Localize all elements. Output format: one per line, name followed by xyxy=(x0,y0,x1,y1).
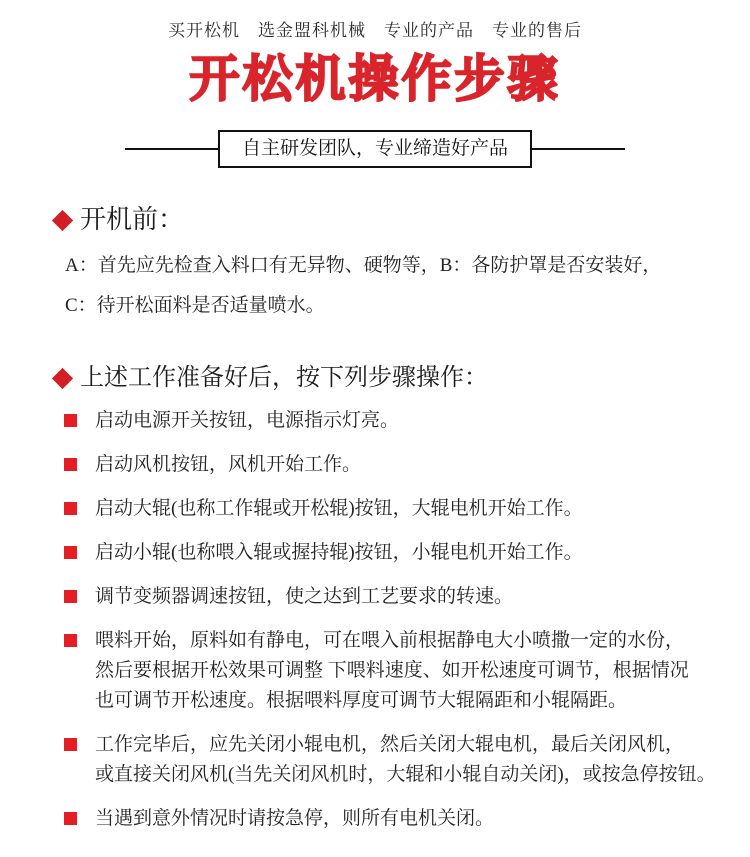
section-heading-label: 上述工作准备好后，按下列步骤操作： xyxy=(80,365,488,391)
list-item xyxy=(64,804,720,834)
square-bullet-icon xyxy=(64,590,77,603)
step-line: 喂料开始，原料如有静电，可在喂入前根据静电大小喷撒一定的水份， xyxy=(95,630,685,651)
checklist-line: A：首先应先检查入料口有无异物、硬物等，B：各防护罩是否安装好， xyxy=(65,255,662,276)
step-text xyxy=(95,582,513,612)
square-bullet-icon xyxy=(64,414,77,427)
step-text xyxy=(95,450,361,480)
step-text xyxy=(95,804,494,834)
step-text xyxy=(95,406,399,436)
square-bullet-icon xyxy=(64,634,77,647)
step-line: 调节变频器调速按钮，使之达到工艺要求的转速。 xyxy=(95,586,514,607)
banner-right-rule xyxy=(532,148,625,150)
square-bullet-icon xyxy=(64,546,77,559)
square-bullet-icon xyxy=(64,812,77,825)
step-text xyxy=(95,494,583,524)
step-line: 启动风机按钮，风机开始工作。 xyxy=(95,454,362,475)
slogan-banner xyxy=(125,130,625,168)
section-heading-before-start xyxy=(55,204,750,236)
top-tagline: 买开松机 选金盟科机械 专业的产品 专业的售后 xyxy=(168,21,582,40)
section-heading-label: 开机前： xyxy=(80,205,185,234)
banner-left-rule xyxy=(125,148,218,150)
step-line: 也可调节开松速度。根据喂料厚度可调节大辊隔距和小辊隔距。 xyxy=(95,690,628,711)
step-line: 启动大辊(也称工作辊或开松辊)按钮，大辊电机开始工作。 xyxy=(95,498,583,519)
step-text xyxy=(95,626,689,716)
list-item xyxy=(64,494,720,524)
list-item xyxy=(64,450,720,480)
square-bullet-icon xyxy=(64,502,77,515)
square-bullet-icon xyxy=(64,738,77,751)
step-text xyxy=(95,730,716,790)
square-bullet-icon xyxy=(64,458,77,471)
diamond-icon xyxy=(52,367,73,388)
step-line: 或直接关闭风机(当先关闭风机时，大辊和小辊自动关闭)，或按急停按钮。 xyxy=(95,764,716,785)
page-title: 开松机操作步骤 xyxy=(189,51,561,107)
list-item xyxy=(64,406,720,436)
list-item xyxy=(64,582,720,612)
checklist-line: C：待开松面料是否适量喷水。 xyxy=(65,295,325,316)
list-item xyxy=(64,626,720,716)
list-item xyxy=(64,538,720,568)
pre-start-checklist xyxy=(65,246,750,326)
step-line: 启动电源开关按钮，电源指示灯亮。 xyxy=(95,410,400,431)
steps-list xyxy=(64,406,720,834)
diamond-icon xyxy=(52,209,73,230)
banner-text-box: 自主研发团队，专业缔造好产品 xyxy=(218,130,532,168)
section-heading-steps xyxy=(55,362,750,394)
step-line: 启动小辊(也称喂入辊或握持辊)按钮，小辊电机开始工作。 xyxy=(95,542,583,563)
list-item xyxy=(64,730,720,790)
step-line: 当遇到意外情况时请按急停，则所有电机关闭。 xyxy=(95,808,495,829)
step-text xyxy=(95,538,583,568)
step-line: 工作完毕后，应先关闭小辊电机，然后关闭大辊电机，最后关闭风机， xyxy=(95,734,685,755)
step-line: 然后要根据开松效果可调整 下喂料速度、如开松速度可调节，根据情况 xyxy=(95,660,689,681)
